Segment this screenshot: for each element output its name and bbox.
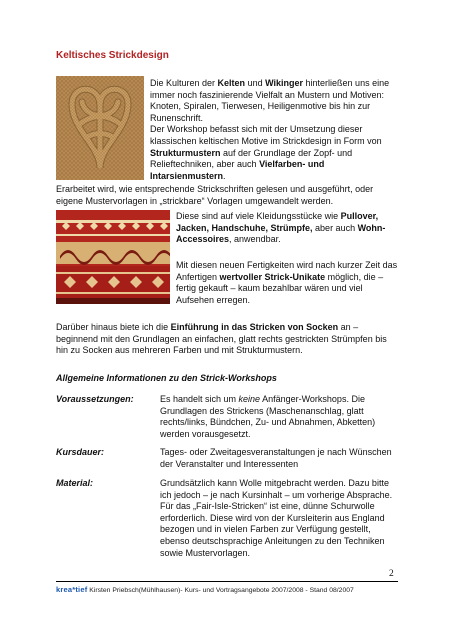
skills-paragraph: Mit diesen neuen Fertigkeiten wird nach kurzer Zeit das Anfertigen wertvoller Strick-Unikate möglich, die – fertig gekauft – kaum bezahlbar wären und viel Aufsehen erregen. xyxy=(176,260,398,305)
info-value-prerequisites: Es handelt sich um keine Anfänger-Workshops. Die Grundlagen des Strickens (Maschenanschlag, glatt rechts/links, Bündchen, Zu- und Abnahmen, Abketten) werden vorausgesetzt. xyxy=(160,394,376,439)
info-label-material: Material: xyxy=(56,478,94,488)
intro-paragraph: Die Kulturen der Kelten und Wikinger hinterließen uns eine immer noch faszinierende Vielfalt an Mustern und Motiven: Knoten, Spiralen, Tierwesen, Heiligenmotive bis hin zur Runenschrift. Der Workshop befasst sich mit der Umsetzung dieser klassischen keltischen Motive im Strickdesign in Form von Strukturmustern auf der Grundlage der Zopf- und Relieftechniken, aber auch Vielfarben- und Intarsienmustern. xyxy=(150,78,390,181)
page-number: 2 xyxy=(389,569,394,579)
garments-paragraph: Diese sind auf viele Kleidungsstücke wie Pullover, Jacken, Handschuhe, Strümpfe, aber auch Wohn-Accessoires, anwendbar. xyxy=(176,211,386,245)
method-paragraph: Erarbeitet wird, wie entsprechende Strickschriften gelesen und ausgeführt, oder eigene Mustervorlagen in „strickbare“ Vorlagen umgewandelt werden. xyxy=(56,184,374,206)
info-value-duration: Tages- oder Zweitagesveranstaltungen je nach Wünschen der Veranstalter und Interessenten xyxy=(160,447,392,469)
footer-text: Kirsten Priebsch(Mühlhausen)- Kurs- und Vortragsangebote 2007/2008 - Stand 08/2007 xyxy=(89,587,354,594)
info-label-prerequisites: Voraussetzungen: xyxy=(56,394,134,404)
fair-isle-knit-image xyxy=(56,210,170,304)
celtic-knot-image xyxy=(56,76,144,180)
socks-paragraph: Darüber hinaus biete ich die Einführung in das Stricken von Socken an – beginnend mit den Grundlagen an einfachen, glatt rechts gestrickten Strümpfen bis hin zu Socken aus mehreren Farben und mit Strukturmustern. xyxy=(56,322,387,356)
footer-divider xyxy=(56,581,398,582)
kreatief-logo: krea*tief xyxy=(56,585,88,594)
info-heading: Allgemeine Informationen zu den Strick-Workshops xyxy=(56,373,277,383)
info-value-material: Grundsätzlich kann Wolle mitgebracht werden. Dazu bitte ich jedoch – je nach Kursinhalt – um vorherige Absprache. Für das „Fair-Isle-Stricken“ ist eine, dünne Schurwolle erforderlich. Diese wird von der Kursleiterin aus England bezogen und in vielen Farben zur Verfügung gestellt, ebenso deutschsprachige Anleitungen zu den Techniken sowie Mustervorlagen. xyxy=(160,478,393,558)
info-label-duration: Kursdauer: xyxy=(56,447,105,457)
footer xyxy=(56,585,354,594)
section-title: Keltisches Strickdesign xyxy=(56,50,169,61)
